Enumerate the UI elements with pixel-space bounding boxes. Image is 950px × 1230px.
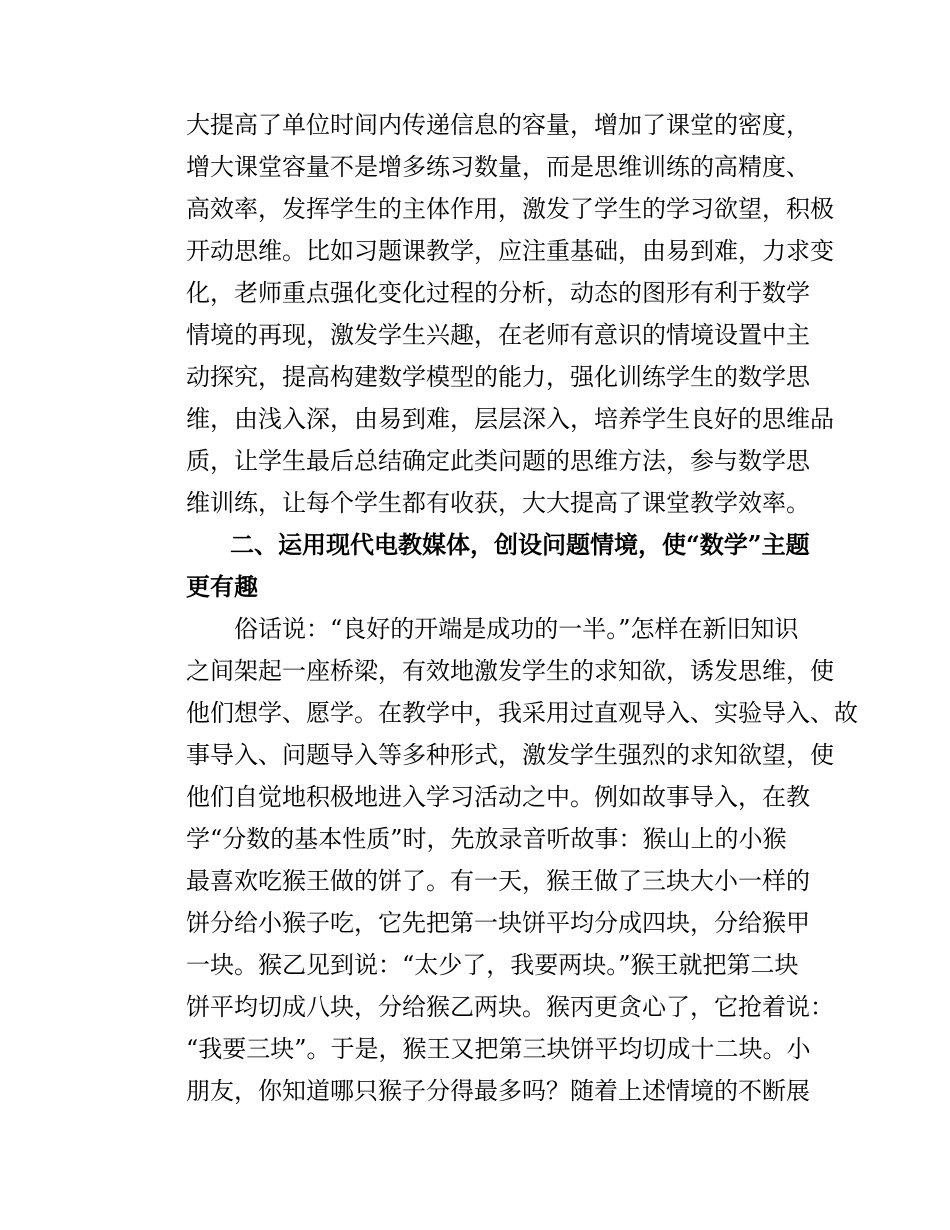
text-line: 他们想学、愿学。在教学中，我采用过直观导入、实验导入、故 xyxy=(186,699,858,727)
text-line: 情境的再现，激发学生兴趣，在老师有意识的情境设置中主 xyxy=(186,321,810,349)
text-line: 之间架起一座桥梁，有效地激发学生的求知欲，诱发思维，使 xyxy=(186,657,834,685)
text-line: 俗话说：“良好的开端是成功的一半。”怎样在新旧知识 xyxy=(234,615,799,643)
paragraph-story-intro xyxy=(186,608,858,1112)
heading-line: 更有趣 xyxy=(186,572,258,601)
text-line: 开动思维。比如习题课教学，应注重基础，由易到难，力求变 xyxy=(186,237,834,265)
text-line: 一块。猴乙见到说：“太少了，我要两块。”猴王就把第二块 xyxy=(186,951,799,979)
text-line: 他们自觉地积极地进入学习活动之中。例如故事导入，在教 xyxy=(186,783,810,811)
text-line: 动探究，提高构建数学模型的能力，强化训练学生的数学思 xyxy=(186,363,810,391)
document-page xyxy=(186,104,858,1112)
text-line: 最喜欢吃猴王做的饼了。有一天，猴王做了三块大小一样的 xyxy=(186,867,810,895)
text-line: 事导入、问题导入等多种形式，激发学生强烈的求知欲望，使 xyxy=(186,741,834,769)
text-line: 朋友，你知道哪只猴子分得最多吗？随着上述情境的不断展 xyxy=(186,1077,810,1105)
heading-line: 二、运用现代电教媒体，创设问题情境，使“数学”主题 xyxy=(230,530,810,559)
text-line: 维，由浅入深，由易到难，层层深入，培养学生良好的思维品 xyxy=(186,405,834,433)
text-line: 大提高了单位时间内传递信息的容量，增加了课堂的密度， xyxy=(186,111,810,139)
text-line: 维训练，让每个学生都有收获，大大提高了课堂教学效率。 xyxy=(186,489,810,517)
text-line: 质，让学生最后总结确定此类问题的思维方法，参与数学思 xyxy=(186,447,810,475)
text-line: 饼平均切成八块，分给猴乙两块。猴丙更贪心了，它抢着说： xyxy=(186,993,834,1021)
paragraph-efficiency xyxy=(186,104,834,524)
text-line: “我要三块”。于是，猴王又把第三块饼平均切成十二块。小 xyxy=(186,1035,811,1063)
text-line: 学“分数的基本性质”时，先放录音听故事：猴山上的小猴 xyxy=(186,825,787,853)
text-line: 高效率，发挥学生的主体作用，激发了学生的学习欲望，积极 xyxy=(186,195,834,223)
text-line: 化，老师重点强化变化过程的分析，动态的图形有利于数学 xyxy=(186,279,810,307)
section-heading xyxy=(186,524,830,608)
text-line: 增大课堂容量不是增多练习数量，而是思维训练的高精度、 xyxy=(186,153,810,181)
text-line: 饼分给小猴子吃，它先把第一块饼平均分成四块，分给猴甲 xyxy=(186,909,810,937)
